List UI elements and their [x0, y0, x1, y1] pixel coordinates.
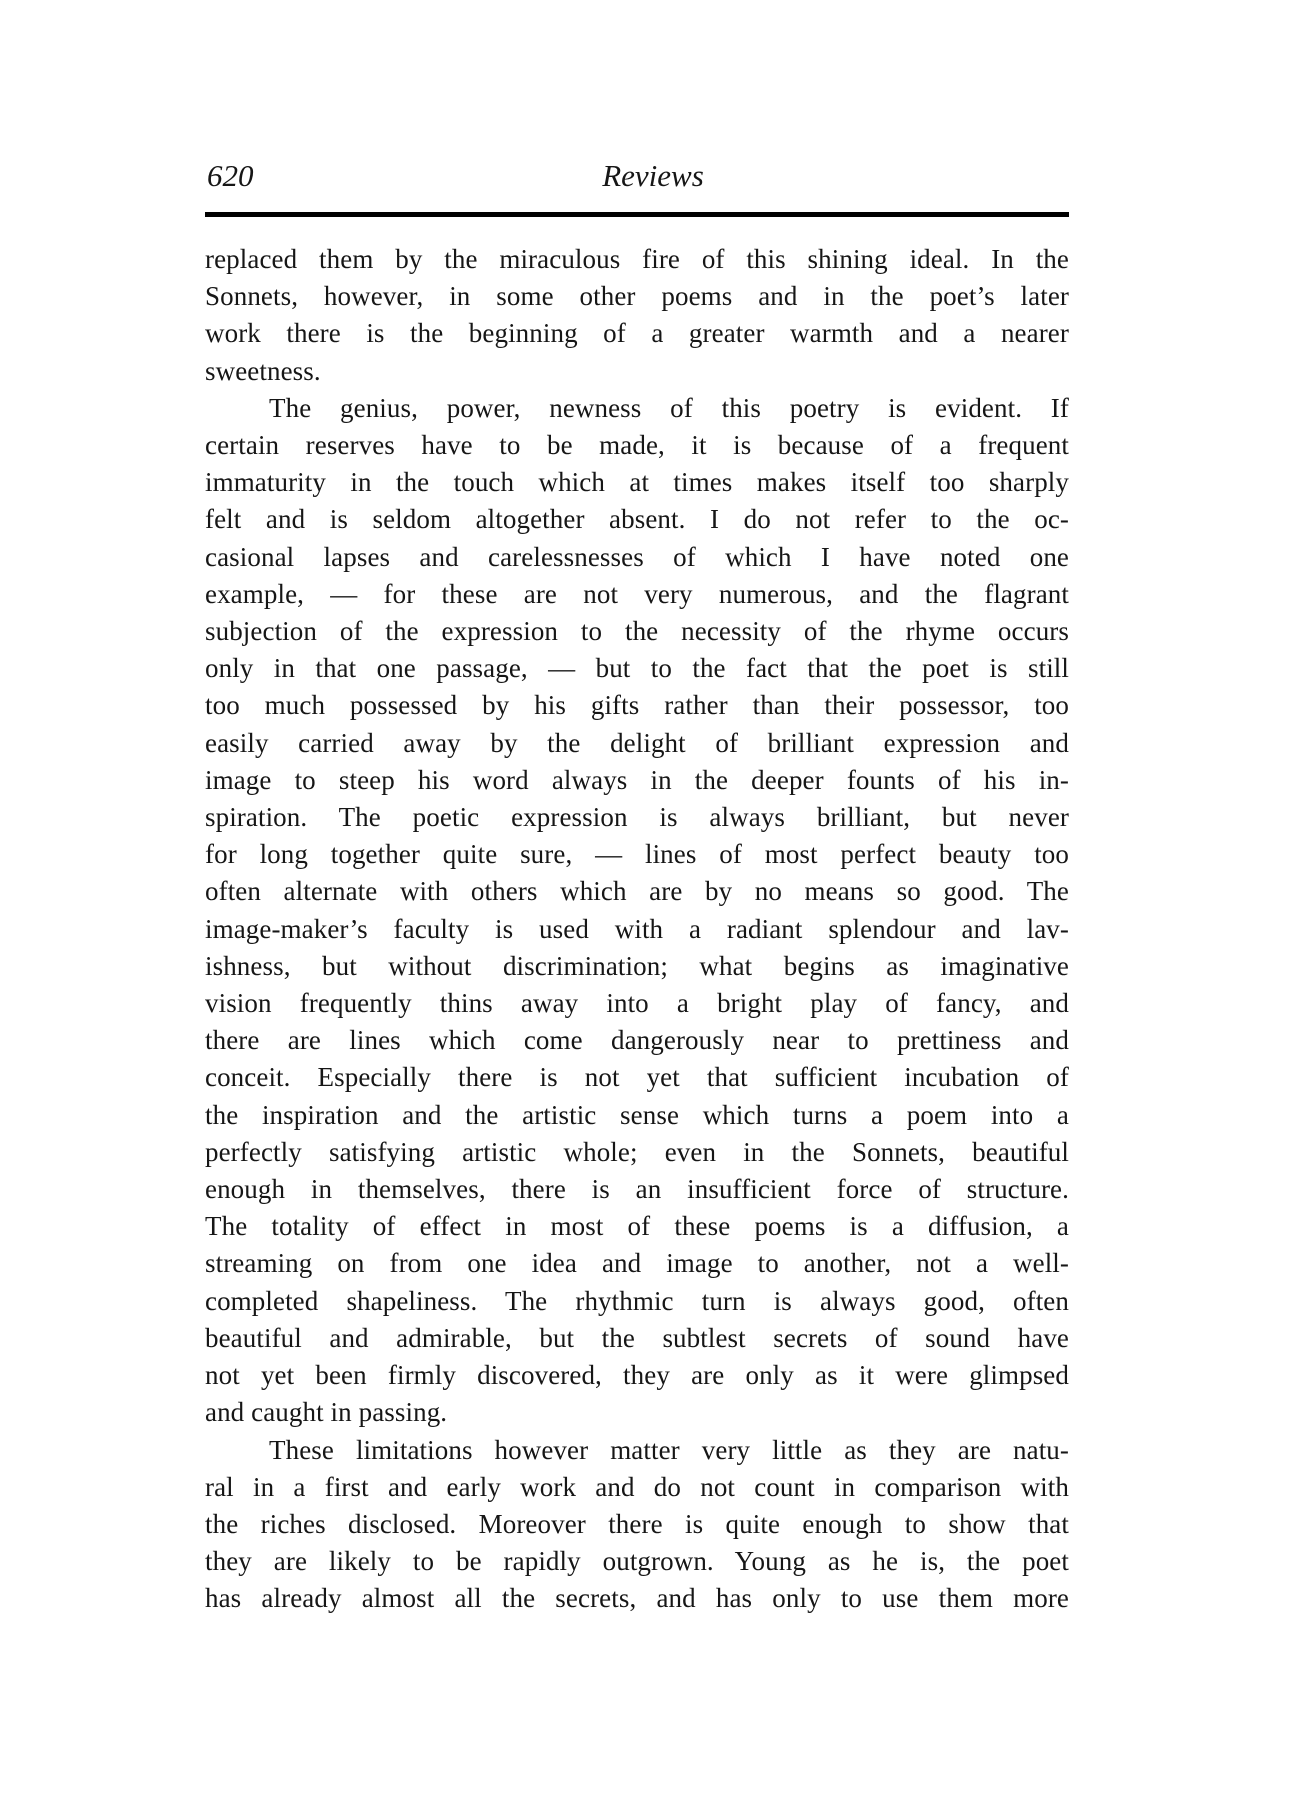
text-line: easily carried away by the delight of brilliant expression and — [205, 727, 1069, 758]
text-line: only in that one passage, — but to the fact that the poet is still — [205, 653, 1069, 684]
text-line: too much possessed by his gifts rather than their possessor, too — [205, 690, 1069, 721]
text-line: immaturity in the touch which at times makes itself too sharply — [205, 467, 1069, 498]
page-header — [205, 156, 1069, 200]
text-line: certain reserves have to be made, it is because of a frequent — [205, 430, 1069, 461]
text-line: the riches disclosed. Moreover there is quite enough to show that — [205, 1508, 1069, 1539]
text-line: often alternate with others which are by no means so good. The — [205, 876, 1069, 907]
header-rule — [205, 212, 1069, 217]
text-line: image to steep his word always in the deeper founts of his in- — [205, 764, 1069, 795]
text-line: there are lines which come dangerously near to prettiness and — [205, 1025, 1069, 1056]
text-line: they are likely to be rapidly outgrown. Young as he is, the poet — [205, 1546, 1069, 1577]
text-line: felt and is seldom altogether absent. I do not refer to the oc- — [205, 504, 1069, 535]
text-line: ral in a first and early work and do not count in comparison with — [205, 1471, 1069, 1502]
text-line: vision frequently thins away into a bright play of fancy, and — [205, 988, 1069, 1019]
text-line: casional lapses and carelessnesses of which I have noted one — [205, 541, 1069, 572]
text-line: not yet been firmly discovered, they are only as it were glimpsed — [205, 1360, 1069, 1391]
page-number: 620 — [207, 158, 254, 193]
text-line: the inspiration and the artistic sense which turns a poem into a — [205, 1099, 1069, 1130]
text-line: image-maker’s faculty is used with a radiant splendour and lav- — [205, 913, 1069, 944]
text-line: work there is the beginning of a greater warmth and a nearer — [205, 318, 1069, 349]
text-line: These limitations however matter very little as they are natu- — [269, 1434, 1069, 1465]
text-line: completed shapeliness. The rhythmic turn is always good, often — [205, 1285, 1069, 1316]
text-line: and caught in passing. — [205, 1397, 448, 1428]
text-line: replaced them by the miraculous fire of this shining ideal. In the — [205, 244, 1069, 274]
text-line: spiration. The poetic expression is always brilliant, but never — [205, 802, 1069, 833]
text-line: for long together quite sure, — lines of most perfect beauty too — [205, 839, 1069, 870]
text-line: perfectly satisfying artistic whole; even in the Sonnets, beautiful — [205, 1136, 1069, 1167]
text-line: enough in themselves, there is an insufficient force of structure. — [205, 1174, 1069, 1205]
text-line: sweetness. — [205, 355, 321, 386]
running-title: Reviews — [602, 158, 704, 193]
text-line: streaming on from one idea and image to another, not a well- — [205, 1248, 1069, 1279]
text-line: The genius, power, newness of this poetry is evident. If — [269, 392, 1069, 423]
text-line: beautiful and admirable, but the subtlest secrets of sound have — [205, 1322, 1069, 1353]
text-line: The totality of effect in most of these poems is a diffusion, a — [205, 1211, 1069, 1242]
text-line: conceit. Especially there is not yet that sufficient incubation of — [205, 1062, 1069, 1093]
text-line: has already almost all the secrets, and has only to use them more — [205, 1583, 1069, 1614]
text-line: example, — for these are not very numerous, and the flagrant — [205, 578, 1069, 609]
text-line: Sonnets, however, in some other poems and in the poet’s later — [205, 281, 1069, 312]
text-line: subjection of the expression to the necessity of the rhyme occurs — [205, 616, 1069, 647]
body-text — [205, 241, 1069, 1618]
text-line: ishness, but without discrimination; what begins as imaginative — [205, 950, 1069, 981]
